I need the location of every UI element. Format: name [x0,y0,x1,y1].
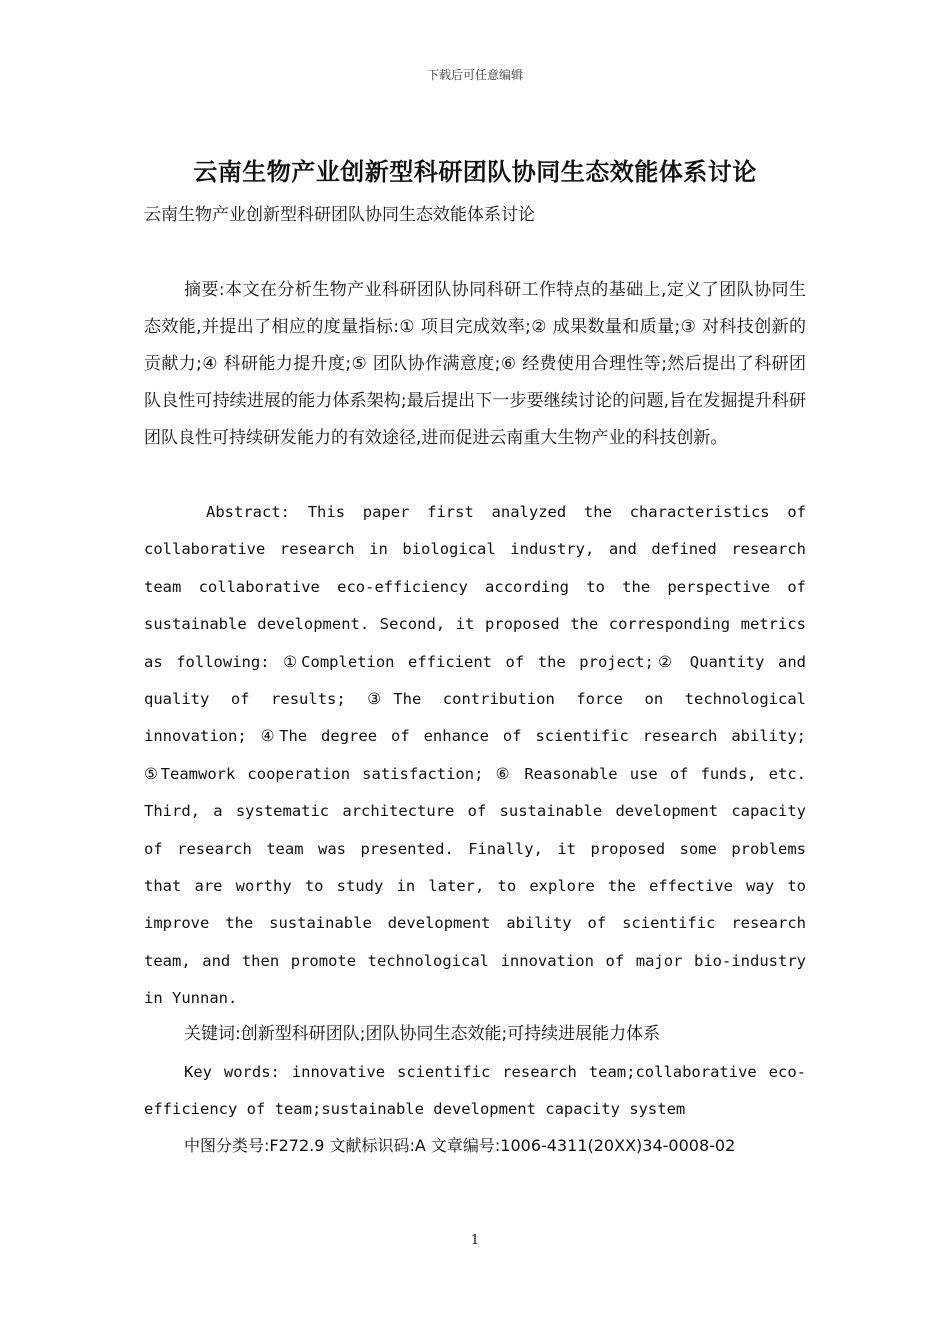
keywords-english: Key words: innovative scientific research team;collaborative eco-efficiency of team;sustainable development capacity system [144,1063,806,1119]
page-number: 1 [470,1233,480,1248]
page-header: 下载后可任意编辑 [426,68,523,82]
classification-line: 中图分类号:F272.9 文献标识码:A 文章编号:1006-4311(20XX)34-0008-02 [184,1136,736,1155]
abstract-english: Abstract: This paper first analyzed the characteristics of collaborative research in biological industry, and defined research team collaborative eco-efficiency according to the perspective of sustainable development. Second, it proposed the corresponding metrics as following: ①Completion efficient of the project;② Quantity and quality of results; ③The contribution force on technological innovation; ④The degree of enhance of scientific research ability; ⑤Teamwork cooperation satisfaction; ⑥ Reasonable use of funds, etc. Third, a systematic architecture of sustainable development capacity of research team was presented. Finally, it proposed some problems that are worthy to study in later, to explore the effective way to improve the sustainable development ability of scientific research team, and then promote technological innovation of major bio-industry in Yunnan. [144,503,806,1008]
abstract-chinese: 摘要:本文在分析生物产业科研团队协同科研工作特点的基础上,定义了团队协同生态效能,并提出了相应的度量指标:① 项目完成效率;② 成果数量和质量;③ 对科技创新的贡献力;④ 科研能力提升度;⑤ 团队协作满意度;⑥ 经费使用合理性等;然后提出了科研团队良性可持续进展的能力体系架构;最后提出下一步要继续讨论的问题,旨在发掘提升科研团队良性可持续研发能力的有效途径,进而促进云南重大生物产业的科技创新。 [144,280,806,448]
keywords-chinese: 关键词:创新型科研团队;团队协同生态效能;可持续进展能力体系 [184,1024,661,1044]
document-subtitle: 云南生物产业创新型科研团队协同生态效能体系讨论 [144,205,535,225]
document-title: 云南生物产业创新型科研团队协同生态效能体系讨论 [193,158,757,186]
